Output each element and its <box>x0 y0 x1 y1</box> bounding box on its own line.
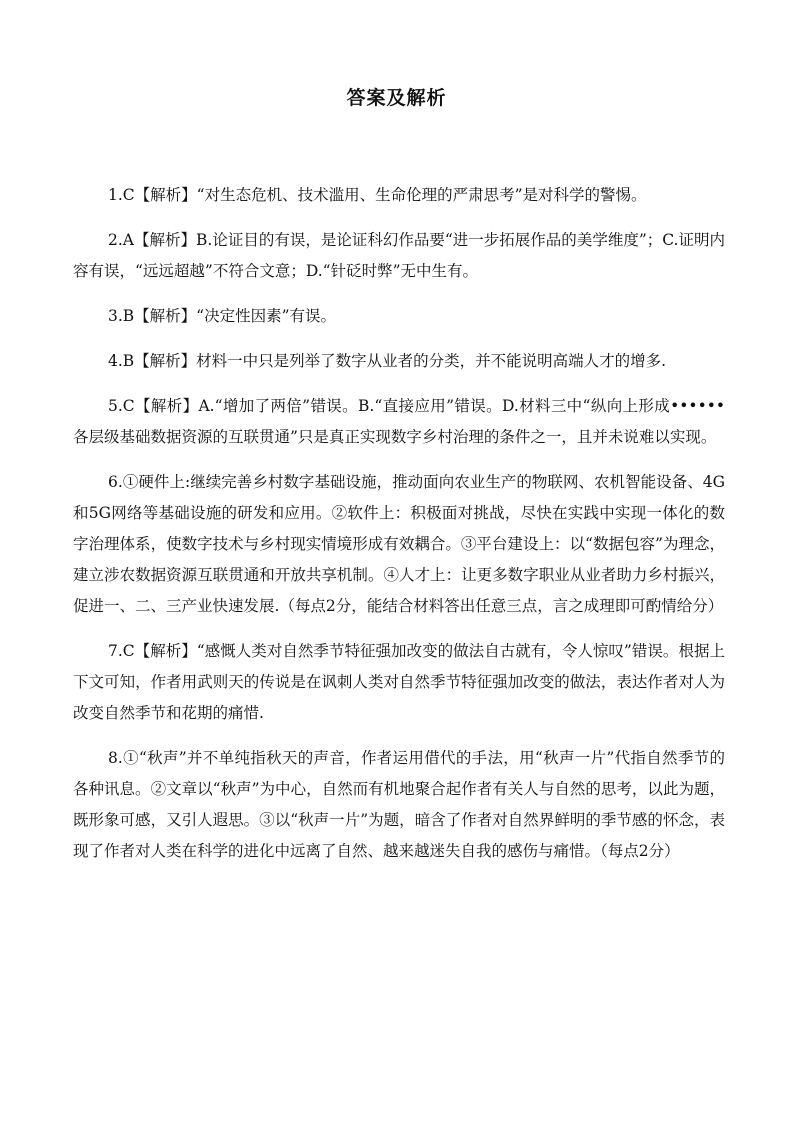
answer-paragraph-3: 3.B【解析】“决定性因素”有误。 <box>108 307 337 325</box>
page-title: 答案及解析 <box>346 87 447 109</box>
answer-paragraph-7: 7.C【解析】“感慨人类对自然季节特征强加改变的做法自古就有，令人惊叹”错误。根据上下文可知，作者用武则天的传说是在讽刺人类对自然季节特征强加改变的做法，表达作者对人为改变自然季节和花期的痛惜. <box>73 642 725 722</box>
answer-paragraph-4: 4.B【解析】材料一中只是列举了数字从业者的分类，并不能说明高端人才的增多. <box>108 352 667 370</box>
answer-paragraph-8: 8.①“秋声”并不单纯指秋天的声音，作者运用借代的手法，用“秋声一片”代指自然季节的各种讯息。②文章以“秋声”为中心，自然而有机地聚合起作者有关人与自然的思考，以此为题，既形象可感，又引人遐思。③以“秋声一片”为题，暗含了作者对自然界鲜明的季节感的怀念，表现了作者对人类在科学的进化中远离了自然、越来越迷失自我的感伤与痛惜。（每点2分） <box>73 749 725 860</box>
answer-paragraph-6: 6.①硬件上:继续完善乡村数字基础设施，推动面向农业生产的物联网、农机智能设备、4G和5G网络等基础设施的研发和应用。②软件上：积极面对挑战，尽快在实践中实现一体化的数字治理体系，使数字技术与乡村现实情境形成有效耦合。③平台建设上：以“数据包容”为理念，建立涉农数据资源互联贯通和开放共享机制。④人才上：让更多数字职业从业者助力乡村振兴，促进一、二、三产业快速发展.（每点2分，能结合材料答出任意三点，言之成理即可酌情给分） <box>73 473 725 615</box>
answer-paragraph-2: 2.A【解析】B.论证目的有误，是论证科幻作品要“进一步拓展作品的美学维度”；C.证明内容有误，“远远超越”不符合文意；D.“针砭时弊”无中生有。 <box>73 231 725 280</box>
answer-content <box>73 180 725 881</box>
answer-paragraph-5: 5.C【解析】A.“增加了两倍”错误。B.“直接应用”错误。D.材料三中“纵向上形成••••••各层级基础数据资源的互联贯通”只是真正实现数字乡村治理的条件之一，且并未说难以实现。 <box>73 397 725 446</box>
answer-paragraph-1: 1.C【解析】“对生态危机、技术滥用、生命伦理的严肃思考”是对科学的警惕。 <box>108 186 647 204</box>
